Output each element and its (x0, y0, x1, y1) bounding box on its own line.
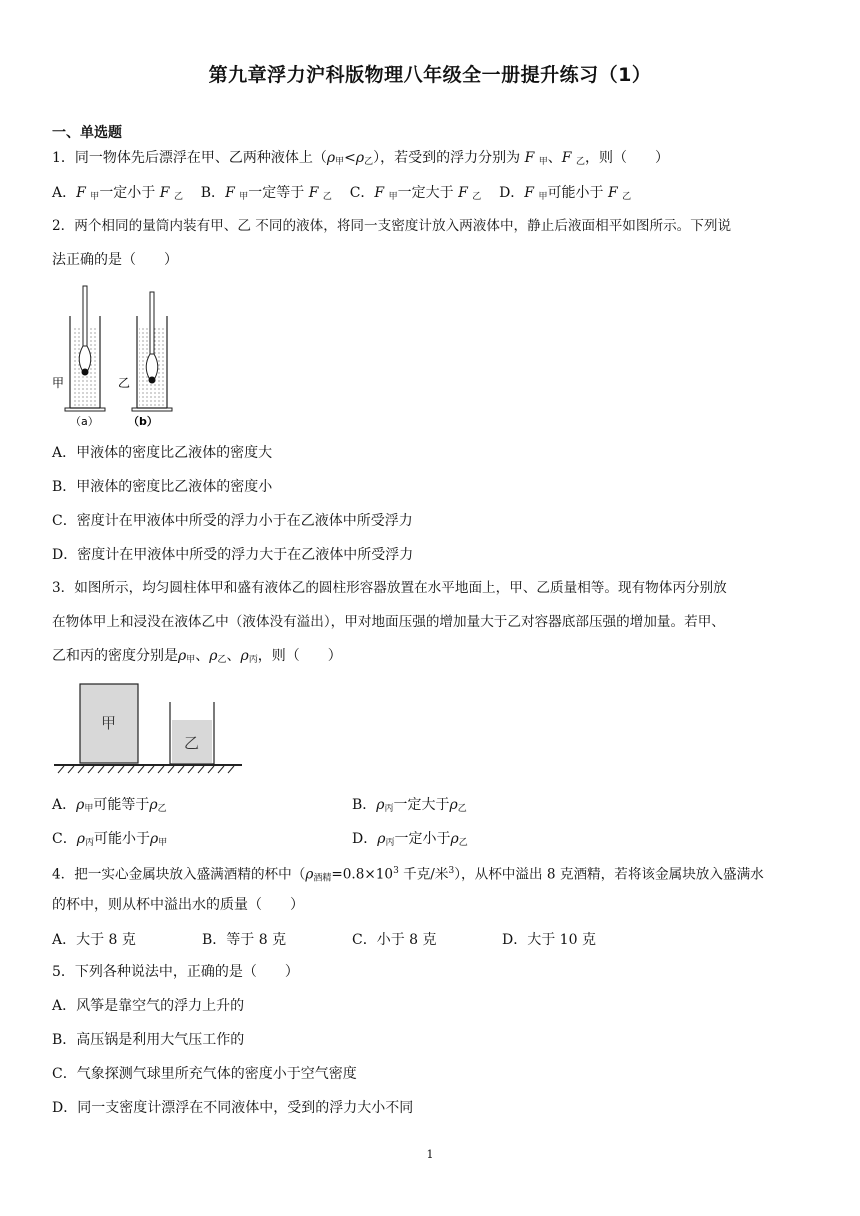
fig-label-yi-liquid: 乙 (184, 734, 200, 752)
q5-stem: 5．下列各种说法中，正确的是（ ） (52, 964, 299, 980)
q4-option-a: A．大于 8 克 (52, 932, 136, 948)
q2-stem-line2: 法正确的是（ ） (52, 252, 178, 268)
q5-option-d: D．同一支密度计漂浮在不同液体中，受到的浮力大小不同 (52, 1100, 414, 1116)
q4-option-b: B．等于 8 克 (202, 932, 287, 948)
q1-stem: 1．同一物体先后漂浮在甲、乙两种液体上$(\rho_甲<\rho_乙)$，若受到的浮力分别为 F $_甲$、F $_乙$，则（ ） (52, 150, 669, 167)
page-title: 第九章浮力沪科版物理八年级全一册提升练习（1） (208, 64, 652, 86)
q3-stem-line2: 在物体甲上和浸没在液体乙中（液体没有溢出），甲对地面压强的增加量大于乙对容器底部压强的增加量。若甲、 (52, 614, 725, 630)
q3-stem-line1: 3．如图所示，均匀圆柱体甲和盛有液体乙的圆柱形容器放置在水平地面上，甲、乙质量相等。现有物体丙分别放 (52, 580, 727, 596)
page-number: 1 (426, 1148, 434, 1161)
q1-option-d: D．F $_甲$可能小于 F $_乙$ (499, 185, 632, 202)
fig-label-jia-block: 甲 (101, 714, 117, 732)
q4-stem-line2: 的杯中，则从杯中溢出水的质量（ ） (52, 897, 304, 913)
q4-option-c: C．小于 8 克 (352, 932, 437, 948)
q1-options (52, 183, 812, 207)
q3-option-c: C．$\rho_丙$可能小于$\rho_甲$ (52, 831, 168, 848)
section-heading: 一、单选题 (52, 125, 122, 141)
q1-option-c: C．F $_甲$一定大于 F $_乙$ (349, 185, 482, 202)
fig-label-jia: 甲 (52, 376, 65, 390)
fig-caption-b: （b） (128, 415, 158, 428)
q2-option-a: A．甲液体的密度比乙液体的密度大 (52, 445, 273, 461)
q3-option-d: D．$\rho_丙$一定小于$\rho_乙$ (352, 831, 468, 848)
cylinder-container-figure (54, 680, 244, 776)
q2-option-b: B．甲液体的密度比乙液体的密度小 (52, 479, 273, 495)
q1-option-b: B．F $_甲$一定等于 F $_乙$ (200, 185, 332, 202)
q4-stem-line1: 4．把一实心金属块放入盛满酒精的杯中（$\rho_{酒精}=0.8\times 10^3$ 千克/米$^3$），从杯中溢出 8 克酒精，若将该金属块放入盛满水 (52, 866, 764, 884)
q3-option-b: B．$\rho_丙$一定大于$\rho_乙$ (352, 797, 467, 814)
q5-option-b: B．高压锅是利用大气压工作的 (52, 1032, 245, 1048)
fig-label-yi: 乙 (118, 376, 131, 390)
q4-option-d: D．大于 10 克 (502, 932, 596, 948)
q3-stem-line3: 乙和丙的密度分别是$\rho_甲$、$\rho_乙$、$\rho_丙$，则（ ） (52, 648, 342, 665)
q1-option-a: A．F $_甲$一定小于 F $_乙$ (52, 185, 183, 202)
q5-option-c: C．气象探测气球里所充气体的密度小于空气密度 (52, 1066, 357, 1082)
hydrometer-figure (50, 284, 190, 430)
q2-option-d: D．密度计在甲液体中所受的浮力大于在乙液体中所受浮力 (52, 547, 414, 563)
fig-caption-a: （a） (70, 415, 99, 428)
q5-option-a: A．风筝是靠空气的浮力上升的 (52, 998, 245, 1014)
q2-option-c: C．密度计在甲液体中所受的浮力小于在乙液体中所受浮力 (52, 513, 413, 529)
q3-option-a: A．$\rho_甲$可能等于$\rho_乙$ (52, 797, 167, 814)
q2-stem-line1: 2．两个相同的量筒内装有甲、乙 不同的液体，将同一支密度计放入两液体中，静止后液面相平如图所示。下列说 (52, 218, 732, 234)
